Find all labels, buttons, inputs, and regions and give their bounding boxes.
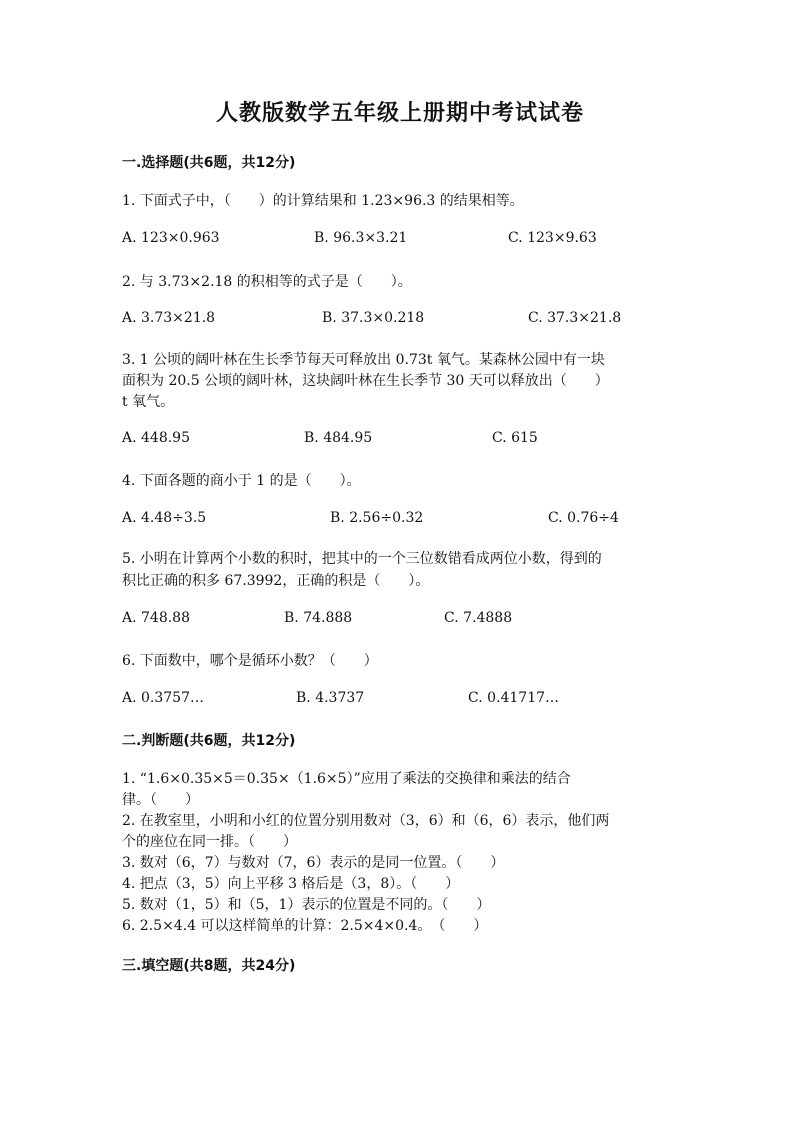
option-a: A. 3.73×21.8	[122, 310, 216, 326]
question-text: 5. 小明在计算两个小数的积时，把其中的一个三位数错看成两位小数，得到的	[122, 551, 602, 567]
option-b: B. 96.3×3.21	[314, 230, 408, 246]
option-c: C. 123×9.63	[508, 230, 597, 246]
question-text: 3. 1 公顷的阔叶林在生长季节每天可释放出 0.73t 氧气。某森林公园中有一块	[122, 352, 605, 368]
option-a: A. 748.88	[122, 610, 190, 626]
judgment-text: 个的座位在同一排。（ ）	[122, 834, 297, 850]
question-text: t 氧气。	[122, 394, 175, 410]
option-b: B. 2.56÷0.32	[330, 510, 424, 526]
judgment-text: 5. 数对（1，5）和（5，1）表示的位置是不同的。（ ）	[122, 897, 491, 913]
judgment-text: 3. 数对（6，7）与数对（7，6）表示的是同一位置。（ ）	[122, 855, 505, 871]
option-b: B. 74.888	[284, 610, 353, 626]
option-c: C. 37.3×21.8	[528, 310, 622, 326]
question-text: 1. 下面式子中，（ ）的计算结果和 1.23×96.3 的结果相等。	[122, 193, 524, 209]
judgment-text: 6. 2.5×4.4 可以这样简单的计算：2.5×4×0.4。 （ ）	[122, 918, 488, 934]
section-heading-judgment: 二.判断题(共6题，共12分)	[122, 733, 296, 749]
option-a: A. 0.3757…	[122, 690, 204, 706]
section-heading-fill-blank: 三.填空题(共8题，共24分)	[122, 958, 296, 974]
question-text: 面积为 20.5 公顷的阔叶林，这块阔叶林在生长季节 30 天可以释放出（ ）	[122, 373, 609, 389]
section-heading-choice: 一.选择题(共6题，共12分)	[122, 155, 296, 171]
option-b: B. 4.3737	[296, 690, 365, 706]
option-b: B. 484.95	[304, 430, 373, 446]
question-text: 6. 下面数中，哪个是循环小数？（ ）	[122, 653, 378, 669]
question-text: 2. 与 3.73×2.18 的积相等的式子是（ ）。	[122, 274, 412, 290]
option-c: C. 7.4888	[444, 610, 513, 626]
question-text: 积比正确的积多 67.3992，正确的积是（ ）。	[122, 573, 430, 589]
option-a: A. 4.48÷3.5	[122, 510, 207, 526]
page-title: 人教版数学五年级上册期中考试试卷	[215, 101, 584, 126]
option-a: A. 448.95	[122, 430, 190, 446]
question-text: 4. 下面各题的商小于 1 的是（ ）。	[122, 473, 361, 489]
option-b: B. 37.3×0.218	[322, 310, 425, 326]
judgment-text: 4. 把点（3，5）向上平移 3 格后是（3，8）。（ ）	[122, 876, 460, 892]
judgment-text: 律。（ ）	[122, 792, 199, 808]
judgment-text: 1. “1.6×0.35×5＝0.35×（1.6×5）”应用了乘法的交换律和乘法的结合	[122, 771, 571, 787]
option-c: C. 0.76÷4	[548, 510, 619, 526]
option-c: C. 0.41717…	[468, 690, 560, 706]
option-c: C. 615	[492, 430, 538, 446]
judgment-text: 2. 在教室里，小明和小红的位置分别用数对（3，6）和（6，6）表示，他们两	[122, 813, 610, 829]
option-a: A. 123×0.963	[122, 230, 220, 246]
